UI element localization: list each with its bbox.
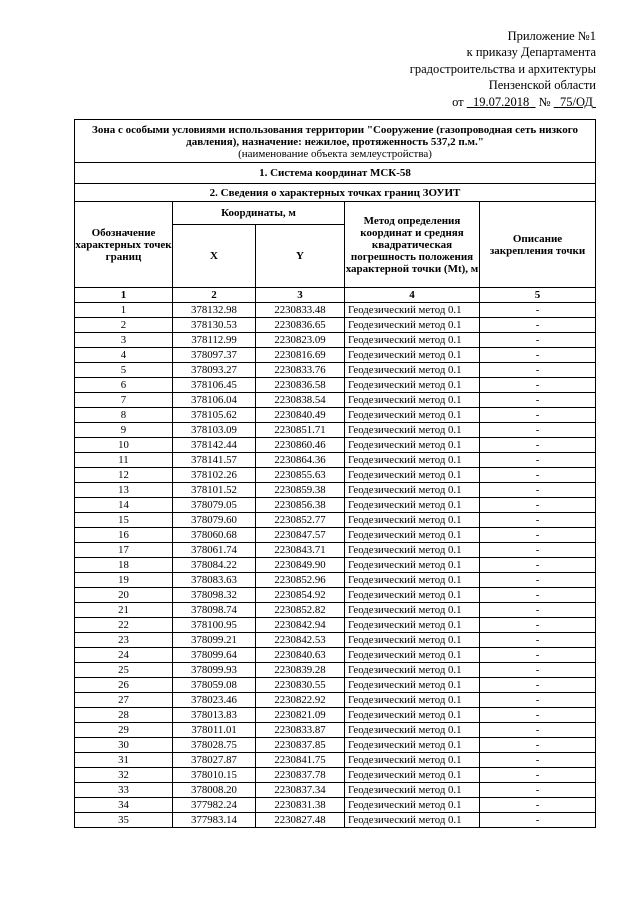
description-column-header: Описание закрепления точки [480,202,596,288]
point-number-cell: 10 [75,438,173,453]
description-cell: - [480,753,596,768]
x-coordinate-cell: 378028.75 [173,738,256,753]
y-coordinate-cell: 2230836.65 [256,318,345,333]
x-coordinate-cell: 378010.15 [173,768,256,783]
method-cell: Геодезический метод 0.1 [345,708,480,723]
point-number-cell: 35 [75,813,173,828]
description-cell: - [480,483,596,498]
method-cell: Геодезический метод 0.1 [345,513,480,528]
method-cell: Геодезический метод 0.1 [345,408,480,423]
y-coordinate-cell: 2230855.63 [256,468,345,483]
point-column-header: Обозначение характерных точек границ [75,202,173,288]
column-number: 5 [480,288,596,303]
x-coordinate-cell: 378060.68 [173,528,256,543]
table-row [75,633,596,648]
description-cell: - [480,648,596,663]
point-number-cell: 26 [75,678,173,693]
point-number-cell: 29 [75,723,173,738]
y-coordinate-cell: 2230849.90 [256,558,345,573]
description-cell: - [480,633,596,648]
point-number-cell: 21 [75,603,173,618]
x-coordinate-cell: 378093.27 [173,363,256,378]
table-row [75,303,596,318]
document-header [410,28,596,110]
x-coordinate-cell: 378079.60 [173,513,256,528]
number-prefix: № [538,94,551,109]
description-cell: - [480,378,596,393]
x-coordinate-cell: 378106.04 [173,393,256,408]
point-number-cell: 24 [75,648,173,663]
description-cell: - [480,528,596,543]
coordinate-system-heading: 1. Система координат МСК-58 [75,163,596,184]
points-section-heading: 2. Сведения о характерных точках границ ЗОУИТ [75,184,596,202]
y-coordinate-cell: 2230841.75 [256,753,345,768]
y-coordinate-cell: 2230843.71 [256,543,345,558]
method-cell: Геодезический метод 0.1 [345,558,480,573]
table-row [75,483,596,498]
department-name: градостроительства и архитектуры [409,61,596,76]
table-row [75,558,596,573]
method-cell: Геодезический метод 0.1 [345,333,480,348]
description-cell: - [480,708,596,723]
description-cell: - [480,738,596,753]
x-coordinate-cell: 378099.21 [173,633,256,648]
table-row [75,333,596,348]
x-coordinate-cell: 378011.01 [173,723,256,738]
point-number-cell: 34 [75,798,173,813]
y-coordinate-cell: 2230839.28 [256,663,345,678]
point-number-cell: 25 [75,663,173,678]
table-row [75,783,596,798]
table-row [75,423,596,438]
y-coordinate-cell: 2230837.85 [256,738,345,753]
method-cell: Геодезический метод 0.1 [345,303,480,318]
description-cell: - [480,798,596,813]
method-cell: Геодезический метод 0.1 [345,483,480,498]
x-coordinate-cell: 378027.87 [173,753,256,768]
y-coordinate-cell: 2230856.38 [256,498,345,513]
point-number-cell: 7 [75,393,173,408]
description-cell: - [480,453,596,468]
y-coordinate-cell: 2230830.55 [256,678,345,693]
order-reference: к приказу Департамента [466,45,596,60]
method-cell: Геодезический метод 0.1 [345,588,480,603]
y-coordinate-cell: 2230840.63 [256,648,345,663]
table-row [75,798,596,813]
point-number-cell: 13 [75,483,173,498]
y-coordinate-cell: 2230852.77 [256,513,345,528]
method-cell: Геодезический метод 0.1 [345,393,480,408]
point-number-cell: 27 [75,693,173,708]
x-coordinate-cell: 378008.20 [173,783,256,798]
y-coordinate-cell: 2230851.71 [256,423,345,438]
x-coordinate-cell: 378083.63 [173,573,256,588]
y-coordinate-cell: 2230837.78 [256,768,345,783]
method-cell: Геодезический метод 0.1 [345,363,480,378]
method-cell: Геодезический метод 0.1 [345,348,480,363]
table-row [75,408,596,423]
x-coordinate-cell: 378102.26 [173,468,256,483]
x-coordinate-cell: 378099.93 [173,663,256,678]
x-coordinate-cell: 378084.22 [173,558,256,573]
y-coordinate-cell: 2230833.48 [256,303,345,318]
method-cell: Геодезический метод 0.1 [345,618,480,633]
point-number-cell: 1 [75,303,173,318]
y-coordinate-cell: 2230840.49 [256,408,345,423]
y-coordinate-cell: 2230860.46 [256,438,345,453]
table-row [75,498,596,513]
table-row [75,648,596,663]
x-coordinate-cell: 378059.08 [173,678,256,693]
x-coordinate-cell: 378130.53 [173,318,256,333]
y-coordinate-cell: 2230816.69 [256,348,345,363]
point-number-cell: 11 [75,453,173,468]
y-coordinate-cell: 2230842.94 [256,618,345,633]
table-row [75,753,596,768]
column-number: 3 [256,288,345,303]
coordinates-table [74,119,596,828]
description-cell: - [480,723,596,738]
method-cell: Геодезический метод 0.1 [345,798,480,813]
method-cell: Геодезический метод 0.1 [345,633,480,648]
x-coordinate-cell: 378101.52 [173,483,256,498]
method-cell: Геодезический метод 0.1 [345,423,480,438]
description-cell: - [480,438,596,453]
description-cell: - [480,693,596,708]
description-cell: - [480,498,596,513]
point-number-cell: 9 [75,423,173,438]
description-cell: - [480,603,596,618]
table-row [75,723,596,738]
x-coordinate-cell: 378099.64 [173,648,256,663]
column-number: 4 [345,288,480,303]
description-cell: - [480,303,596,318]
x-coordinate-cell: 377983.14 [173,813,256,828]
point-number-cell: 4 [75,348,173,363]
method-cell: Геодезический метод 0.1 [345,378,480,393]
point-number-cell: 32 [75,768,173,783]
table-row [75,378,596,393]
x-coordinate-cell: 378106.45 [173,378,256,393]
y-coordinate-cell: 2230838.54 [256,393,345,408]
point-number-cell: 8 [75,408,173,423]
table-row [75,318,596,333]
point-number-cell: 12 [75,468,173,483]
table-row [75,513,596,528]
point-number-cell: 15 [75,513,173,528]
object-subtitle: (наименование объекта землеустройства) [75,148,596,163]
point-number-cell: 30 [75,738,173,753]
description-cell: - [480,543,596,558]
method-cell: Геодезический метод 0.1 [345,693,480,708]
method-cell: Геодезический метод 0.1 [345,438,480,453]
point-number-cell: 31 [75,753,173,768]
method-cell: Геодезический метод 0.1 [345,543,480,558]
method-cell: Геодезический метод 0.1 [345,453,480,468]
y-column-header: Y [256,225,345,288]
x-coordinate-cell: 378100.95 [173,618,256,633]
x-coordinate-cell: 378079.05 [173,498,256,513]
description-cell: - [480,618,596,633]
method-cell: Геодезический метод 0.1 [345,498,480,513]
point-number-cell: 14 [75,498,173,513]
description-cell: - [480,558,596,573]
description-cell: - [480,663,596,678]
x-coordinate-cell: 378097.37 [173,348,256,363]
method-cell: Геодезический метод 0.1 [345,738,480,753]
method-cell: Геодезический метод 0.1 [345,318,480,333]
x-coordinate-cell: 378013.83 [173,708,256,723]
x-coordinate-cell: 378061.74 [173,543,256,558]
y-coordinate-cell: 2230836.58 [256,378,345,393]
point-number-cell: 18 [75,558,173,573]
description-cell: - [480,318,596,333]
description-cell: - [480,333,596,348]
y-coordinate-cell: 2230831.38 [256,798,345,813]
point-number-cell: 20 [75,588,173,603]
table-row [75,663,596,678]
y-coordinate-cell: 2230833.87 [256,723,345,738]
y-coordinate-cell: 2230864.36 [256,453,345,468]
description-cell: - [480,363,596,378]
method-cell: Геодезический метод 0.1 [345,783,480,798]
table-row [75,693,596,708]
table-row [75,543,596,558]
table-row [75,438,596,453]
description-cell: - [480,468,596,483]
y-coordinate-cell: 2230833.76 [256,363,345,378]
method-cell: Геодезический метод 0.1 [345,468,480,483]
x-coordinate-cell: 378103.09 [173,423,256,438]
point-number-cell: 2 [75,318,173,333]
y-coordinate-cell: 2230852.96 [256,573,345,588]
appendix-label: Приложение №1 [507,29,596,43]
table-row [75,618,596,633]
method-cell: Геодезический метод 0.1 [345,573,480,588]
table-row [75,588,596,603]
point-number-cell: 28 [75,708,173,723]
table-row [75,603,596,618]
method-cell: Геодезический метод 0.1 [345,603,480,618]
table-row [75,738,596,753]
y-coordinate-cell: 2230827.48 [256,813,345,828]
table-row [75,528,596,543]
y-coordinate-cell: 2230823.09 [256,333,345,348]
y-coordinate-cell: 2230837.34 [256,783,345,798]
table-row [75,678,596,693]
y-coordinate-cell: 2230847.57 [256,528,345,543]
method-cell: Геодезический метод 0.1 [345,528,480,543]
table-row [75,468,596,483]
order-date: 19.07.2018 [473,94,530,109]
table-row [75,708,596,723]
point-number-cell: 6 [75,378,173,393]
point-number-cell: 16 [75,528,173,543]
method-cell: Геодезический метод 0.1 [345,723,480,738]
column-number: 1 [75,288,173,303]
point-number-cell: 33 [75,783,173,798]
table-row [75,348,596,363]
x-column-header: X [173,225,256,288]
x-coordinate-cell: 378142.44 [173,438,256,453]
point-number-cell: 5 [75,363,173,378]
x-coordinate-cell: 378112.99 [173,333,256,348]
x-coordinate-cell: 378023.46 [173,693,256,708]
order-date-line [410,94,596,110]
description-cell: - [480,783,596,798]
order-number: 75/ОД [559,94,593,109]
column-number: 2 [173,288,256,303]
description-cell: - [480,348,596,363]
description-cell: - [480,423,596,438]
description-cell: - [480,513,596,528]
coordinates-column-header: Координаты, м [173,202,345,225]
x-coordinate-cell: 378098.32 [173,588,256,603]
x-coordinate-cell: 378132.98 [173,303,256,318]
method-cell: Геодезический метод 0.1 [345,663,480,678]
description-cell: - [480,393,596,408]
y-coordinate-cell: 2230859.38 [256,483,345,498]
description-cell: - [480,813,596,828]
x-coordinate-cell: 377982.24 [173,798,256,813]
x-coordinate-cell: 378098.74 [173,603,256,618]
point-number-cell: 19 [75,573,173,588]
date-prefix: от [452,94,464,109]
method-cell: Геодезический метод 0.1 [345,648,480,663]
object-title: Зона с особыми условиями использования территории "Сооружение (газопроводная сеть низкого давления), назначение: нежилое, протяженность 537,2 п.м." [75,120,596,149]
method-column-header: Метод определения координат и средняя квадратическая погрешность положения характерной точки (Mt), м [345,202,480,288]
x-coordinate-cell: 378105.62 [173,408,256,423]
x-coordinate-cell: 378141.57 [173,453,256,468]
method-cell: Геодезический метод 0.1 [345,813,480,828]
description-cell: - [480,588,596,603]
description-cell: - [480,678,596,693]
method-cell: Геодезический метод 0.1 [345,768,480,783]
table-row [75,813,596,828]
table-row [75,453,596,468]
y-coordinate-cell: 2230854.92 [256,588,345,603]
y-coordinate-cell: 2230842.53 [256,633,345,648]
y-coordinate-cell: 2230821.09 [256,708,345,723]
y-coordinate-cell: 2230822.92 [256,693,345,708]
method-cell: Геодезический метод 0.1 [345,678,480,693]
table-row [75,768,596,783]
point-number-cell: 22 [75,618,173,633]
description-cell: - [480,768,596,783]
region-name: Пензенской области [488,78,596,93]
point-number-cell: 3 [75,333,173,348]
description-cell: - [480,408,596,423]
method-cell: Геодезический метод 0.1 [345,753,480,768]
table-row [75,363,596,378]
table-row [75,573,596,588]
point-number-cell: 17 [75,543,173,558]
point-number-cell: 23 [75,633,173,648]
y-coordinate-cell: 2230852.82 [256,603,345,618]
description-cell: - [480,573,596,588]
table-row [75,393,596,408]
